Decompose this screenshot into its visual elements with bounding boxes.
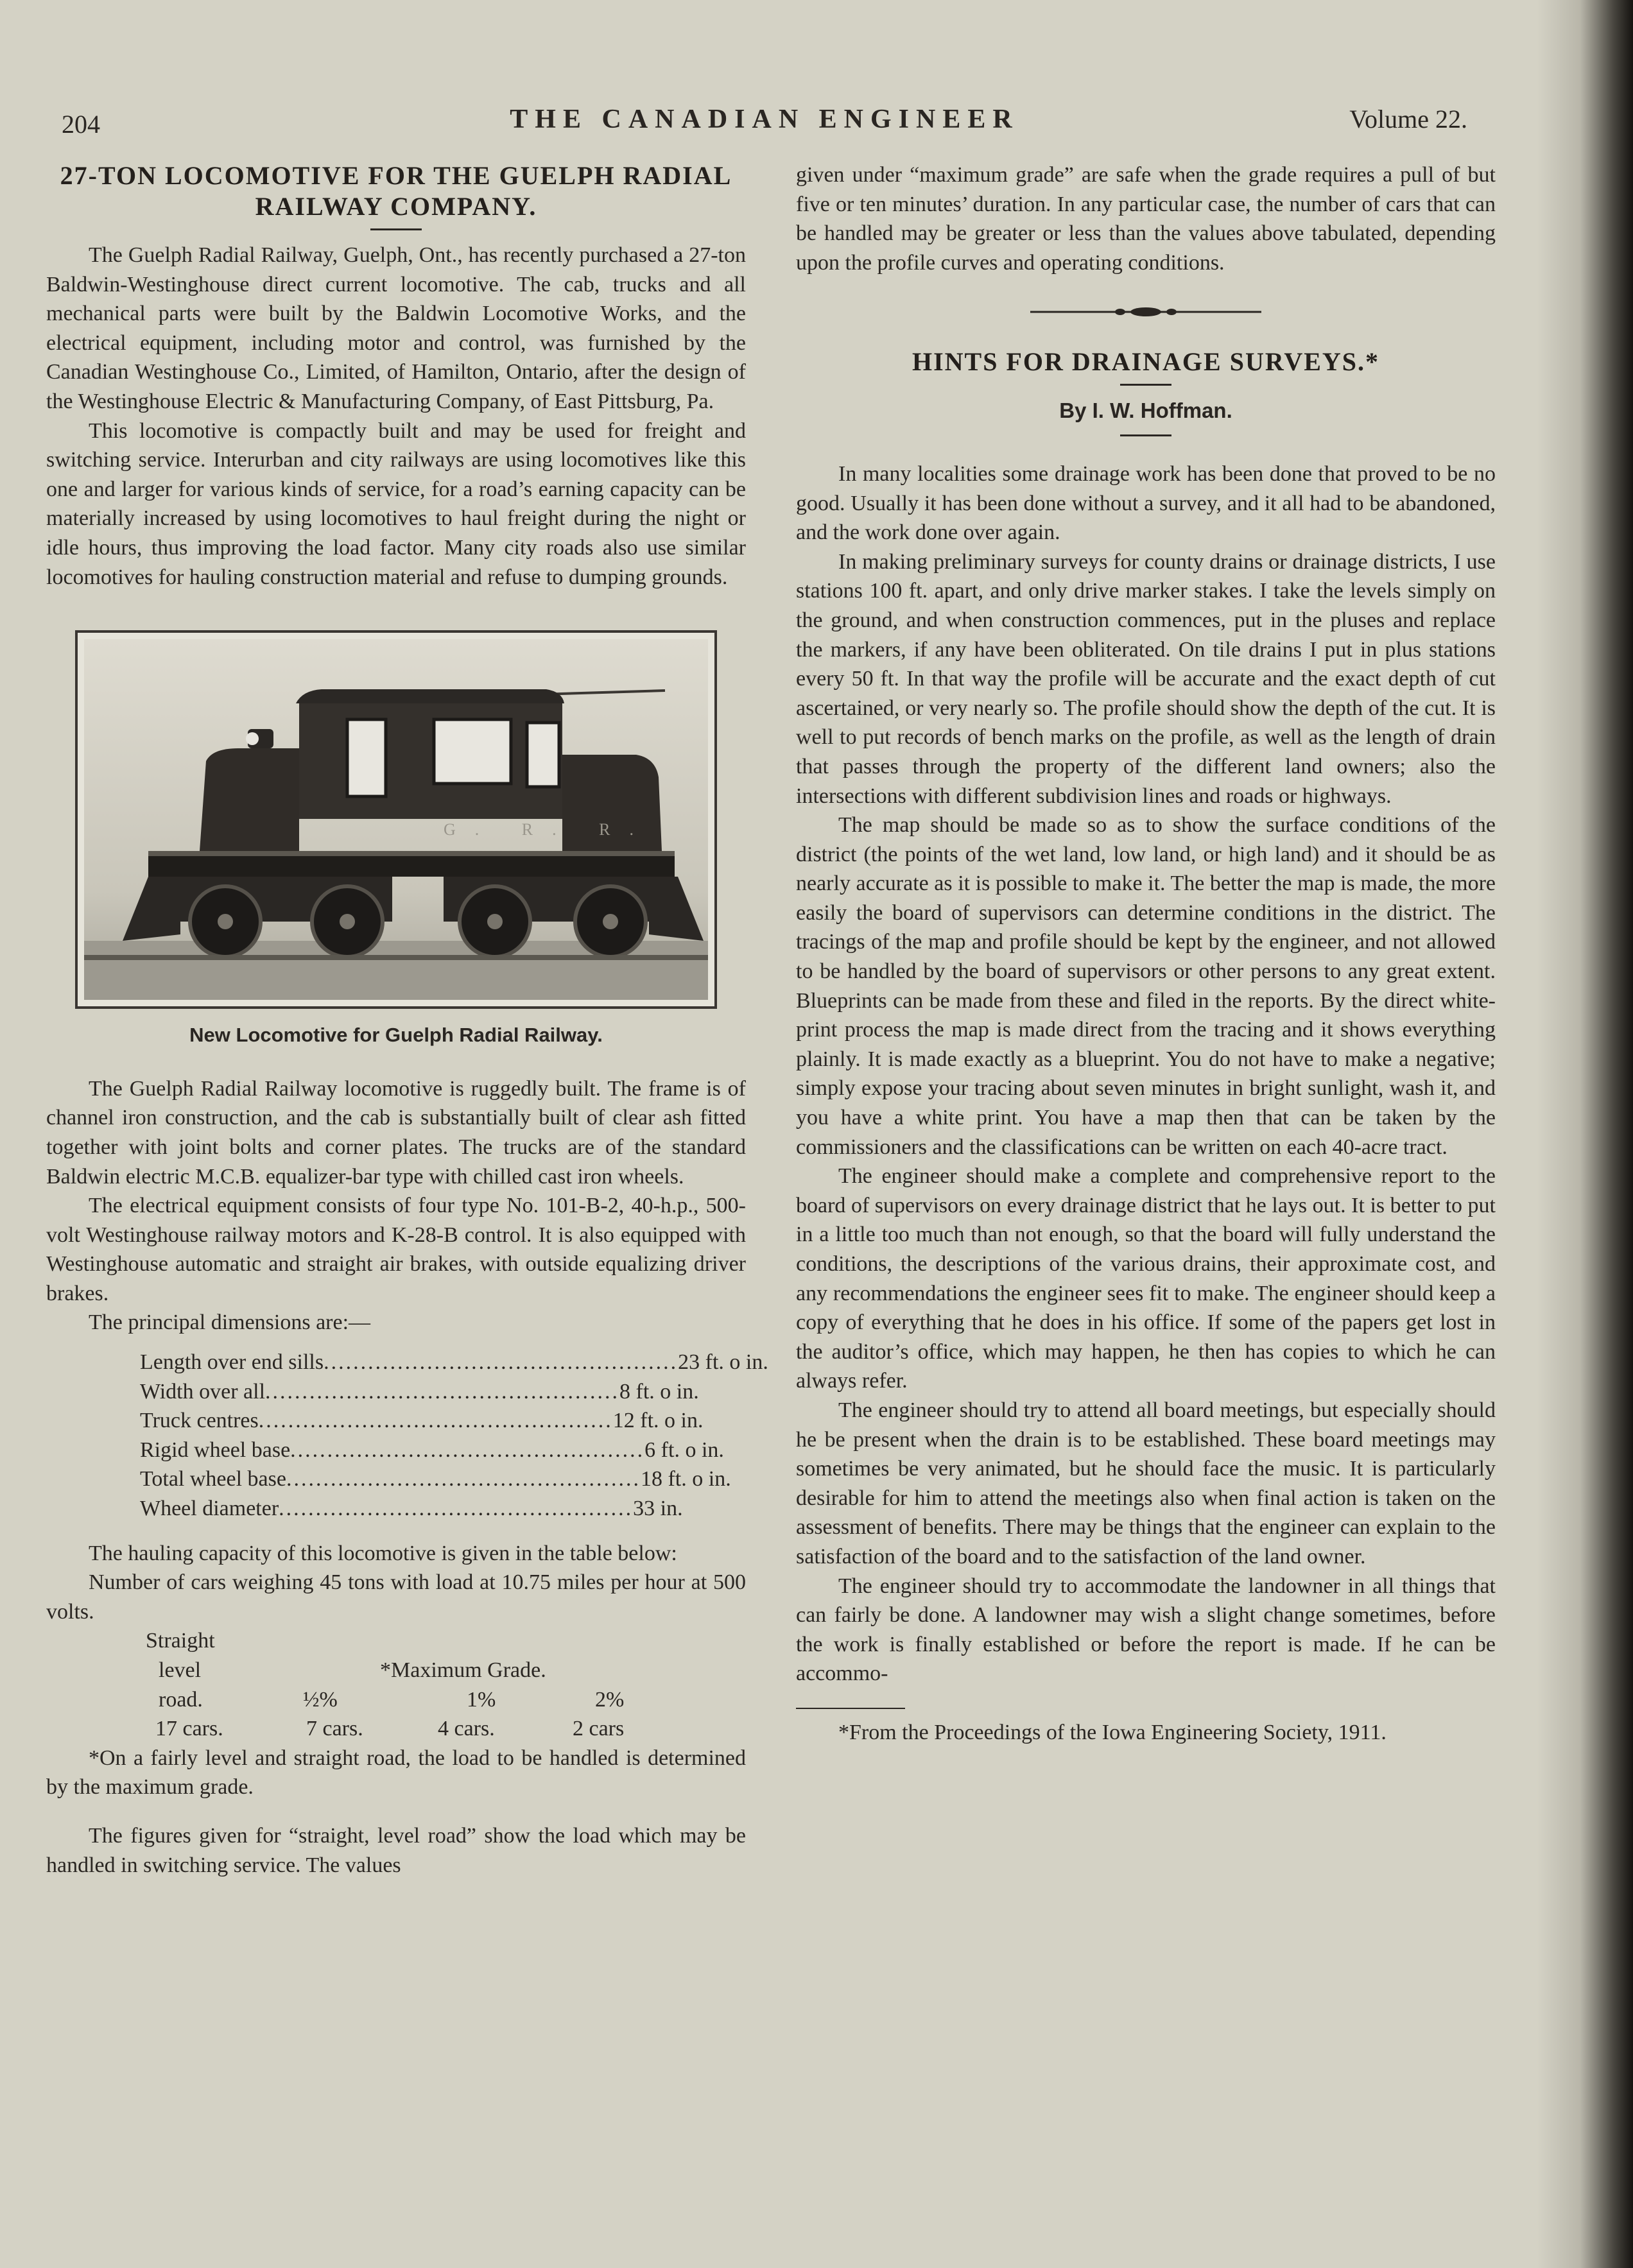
volume-label: Volume 22.	[1349, 105, 1467, 133]
table-header-level: level	[159, 1658, 202, 1682]
byline: By I. W. Hoffman.	[1059, 399, 1232, 423]
figure-caption: New Locomotive for Guelph Radial Railway.	[189, 1024, 603, 1047]
article-paragraph: The Guelph Radial Railway, Guelph, Ont., has recently purchased a 27-ton Baldwin-Westinghouse direct current locomotive. The cab, trucks and all mechanical parts were built by the Baldwin Locomotive Works, and the electrical equipment, including motor and control, was furnished by the Canadian Westinghouse Co., Limited, of Hamilton, Ontario, after the design of the Westinghouse Electric & Manufacturing Company, of East Pittsburg, Pa.	[46, 243, 746, 413]
table-cell: 2 cars	[573, 1717, 625, 1741]
locomotive-illustration	[84, 639, 708, 1000]
running-header	[62, 96, 1467, 139]
article-paragraph: The electrical equipment consists of four type No. 101-B-2, 40-h.p., 500-volt Westinghouse railway motors and K-28-B control. It is also equipped with Westinghouse automatic and straight air brakes, with outside equalizing driver brakes.	[46, 1194, 746, 1305]
dimension-row: Wheel diameter ................................................ 33 in.	[140, 1497, 683, 1521]
table-cell: 4 cars.	[438, 1717, 495, 1741]
locomotive-article-title: 27-TON LOCOMOTIVE FOR THE GUELPH RADIAL RAILWAY COMPANY.	[60, 161, 732, 221]
title-rule	[370, 228, 422, 230]
table-header-road: road.	[159, 1687, 203, 1712]
hauling-footnote: *On a fairly level and straight road, the load to be handled is determined by the maximum grade.	[46, 1746, 746, 1800]
article-paragraph: The engineer should make a complete and comprehensive report to the board of supervisors on every drainage district that he lays out. It is better to put in a little too much than not enough, so that the board will fully understand the conditions, the descriptions of the various drains, their approximate cost, and any recommendations the engineer sees fit to make. The engineer should keep a copy of everything that he does in his office. If some of the papers get lost in the auditor’s office, which may happen, he then has copies to which he can always refer.	[796, 1164, 1496, 1393]
article-paragraph: The figures given for “straight, level road” show the load which may be handled in switching service. The values	[46, 1823, 746, 1877]
cab-lettering: G. R. R.	[444, 820, 653, 839]
dimension-row: Total wheel base ................................................ 18 ft. o in.	[140, 1467, 731, 1491]
hauling-table-caption: Number of cars weighing 45 tons with load at 10.75 miles per hour at 500 volts.	[46, 1570, 746, 1624]
footnote-rule	[796, 1708, 905, 1709]
table-header-straight: Straight	[146, 1629, 215, 1653]
dimensions-list	[140, 1348, 768, 1524]
article-paragraph: The engineer should try to accommodate the landowner in all things that can fairly be done. A landowner may wish a slight change sometimes, before the work is finally established or before the report is made. If he can be accommo-	[796, 1574, 1496, 1686]
table-cell: 17 cars.	[155, 1717, 223, 1741]
left-column	[46, 160, 768, 1880]
page-binding-shadow	[1537, 0, 1633, 2268]
title-rule	[1120, 384, 1171, 386]
table-cell: 7 cars.	[306, 1717, 363, 1741]
journal-title: THE CANADIAN ENGINEER	[510, 105, 1019, 134]
article-paragraph: This locomotive is compactly built and may be used for freight and switching service. Interurban and city railways are using locomotives like this one and larger for various kinds of service, for a road’s earning capacity can be materially increased by using locomotives to haul freight during the night or idle hours, thus improving the load factor. Many city roads also use similar locomotives for hauling construction material and refuse to dumping grounds.	[46, 418, 746, 589]
dimension-row: Rigid wheel base ................................................ 6 ft. o in.	[140, 1438, 724, 1462]
dimension-row: Length over end sills ................................................ 23 ft. o in.	[140, 1350, 768, 1375]
article-paragraph: The Guelph Radial Railway locomotive is ruggedly built. The frame is of channel iron construction, and the cab is substantially built of clear ash fitted together with joint bolts and corner plates. The trucks are of the standard Baldwin electric M.C.B. equalizer-bar type with chilled cast iron wheels.	[46, 1076, 746, 1189]
article-paragraph: In many localities some drainage work has been done that proved to be no good. Usually it has been done without a survey, and it all had to be abandoned, and the work done over again.	[796, 461, 1496, 545]
table-grade: ½%	[303, 1687, 338, 1712]
right-column	[796, 160, 1496, 1748]
dimension-row: Width over all ................................................ 8 ft. o in.	[140, 1379, 699, 1404]
page-number: 204	[62, 110, 100, 139]
table-header-max-grade: *Maximum Grade.	[380, 1658, 546, 1682]
locomotive-photo	[75, 630, 717, 1009]
table-grade: 1%	[467, 1687, 496, 1712]
drainage-article-title: HINTS FOR DRAINAGE SURVEYS.*	[912, 347, 1380, 377]
table-grade: 2%	[595, 1687, 625, 1712]
article-paragraph: The map should be made so as to show the surface conditions of the district (the points of the wet land, low land, or high land) and it should be as nearly accurate as it is possible to make it. The better the map is made, the more easily the board of supervisors can determine conditions in the district. The tracings of the map and profile should be kept by the engineer, and not allowed to be handled by the board of supervisors or other persons to any great extent. Blueprints can be made from these and filed in the reports. By the direct white-print process the map is made direct from the tracing and it shows everything plainly. It is made exactly as a blueprint. You do not have to make a negative; simply expose your tracing about seven minutes in bright sunlight, wash it, and you have a white print. You have a map then that can be taken by the commissioners and the classifications can be written on each 40-acre tract.	[796, 813, 1496, 1159]
hauling-capacity-table	[46, 1626, 746, 1743]
section-ornament	[1030, 305, 1261, 318]
article-paragraph: The hauling capacity of this locomotive is given in the table below:	[89, 1541, 677, 1565]
dimension-row: Truck centres ................................................ 12 ft. o in.	[140, 1409, 704, 1433]
article-continuation: given under “maximum grade” are safe when the grade requires a pull of but five or ten minutes’ duration. In any particular case, the number of cars that can be handled may be greater or less than the values above tabulated, depending upon the profile curves and operating conditions.	[796, 163, 1496, 275]
article-paragraph: The principal dimensions are:—	[89, 1310, 371, 1335]
byline-rule	[1120, 434, 1171, 436]
article-paragraph: In making preliminary surveys for county drains or drainage districts, I use stations 100 ft. apart, and only drive marker stakes. I take the levels simply on the ground, and when construction commences, put in the pluses and replace the markers, if any have been obliterated. On tile drains I put in plus stations every 50 ft. In that way the profile will be accurate and the exact depth of cut ascertained, or very nearly so. The profile should show the depth of the cut. It is well to put records of bench marks on the profile, as well as the length of drain that passes through the property of the different land owners; also the intersections with different subdivision lines and roads or highways.	[796, 549, 1496, 808]
footnote: *From the Proceedings of the Iowa Engineering Society, 1911.	[838, 1720, 1387, 1744]
article-paragraph: The engineer should try to attend all board meetings, but especially should he be present when the drain is to be established. These board meetings may sometimes be very animated, but he should face the music. It is particularly desirable for him to attend the meetings also when final action is taken on the assessment of benefits. There may be things that the engineer can explain to the satisfaction of the board and to the satisfaction of the land owner.	[796, 1398, 1496, 1568]
